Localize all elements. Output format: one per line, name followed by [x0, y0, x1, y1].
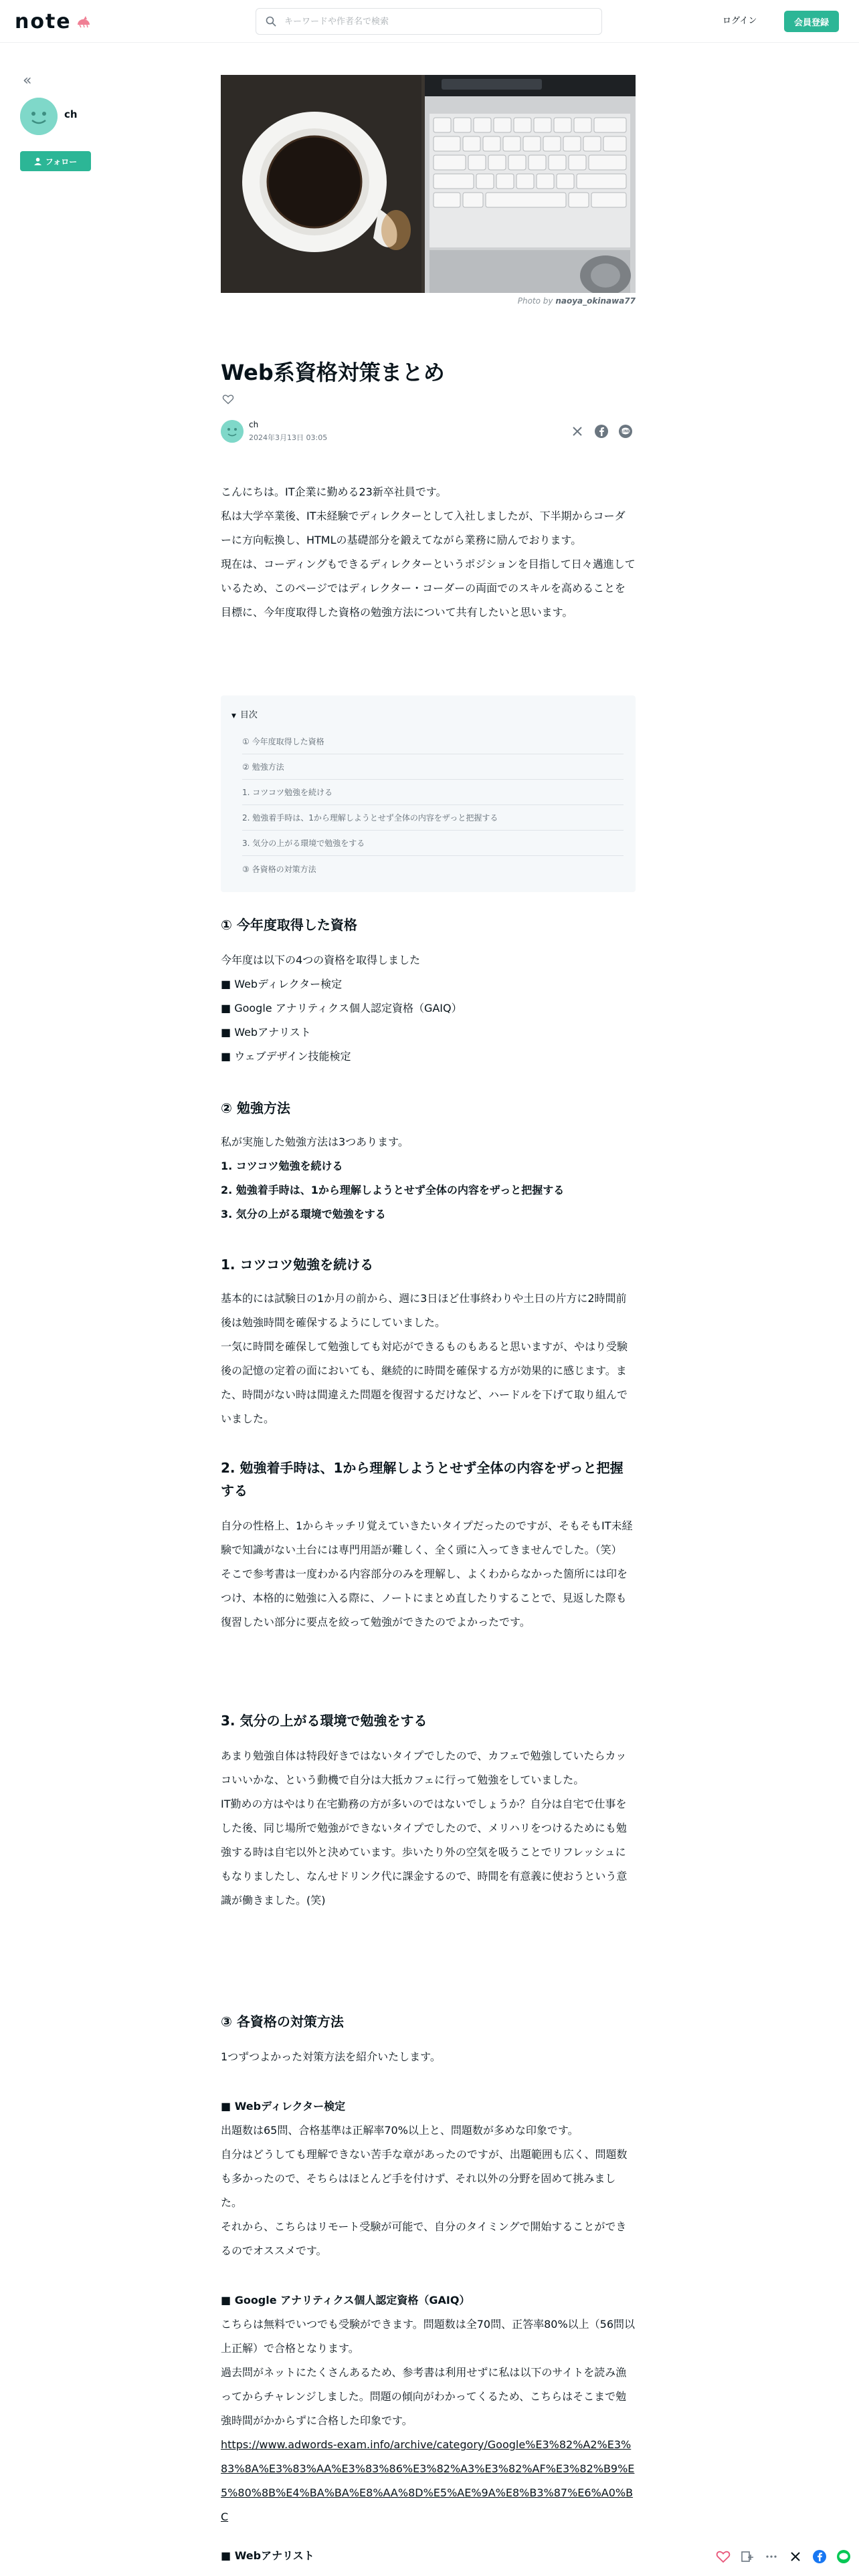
section-heading: ① 今年度取得した資格: [221, 917, 357, 933]
paragraph: 出題数は65問、合格基準は正解率70%以上と、問題数が多めな印象です。: [221, 2124, 579, 2137]
section-lead: 今年度は以下の4つの資格を取得しました: [221, 954, 421, 966]
intro-paragraph: 現在は、コーディングもできるディレクターというポジションを目指して日々邁進しているため、このページではディレクター・コーダーの両面でのスキルを高めることを目標に、今年度取得した資格の勉強方法について共有したいと思います。: [221, 558, 636, 619]
list-item: 1. コツコツ勉強を続ける: [221, 1160, 343, 1172]
signup-button[interactable]: 会員登録: [784, 11, 839, 32]
method-heading: 1. コツコツ勉強を続ける: [221, 1257, 374, 1273]
follow-button[interactable]: [20, 151, 91, 171]
toc-item[interactable]: ③ 各資格の対策方法: [242, 864, 316, 874]
search-icon: [266, 16, 276, 27]
author-avatar-small[interactable]: [221, 420, 244, 443]
login-link[interactable]: ログイン: [723, 16, 757, 26]
facebook-share-icon[interactable]: [594, 424, 609, 439]
photo-credit-user[interactable]: naoya_okinawa77: [555, 296, 636, 306]
paragraph: 過去問がネットにたくさんあるため、参考書は利用せずに私は以下のサイトを読み漁ってからチャレンジしました。問題の傾向がわかってくるため、こちらはそこまで勉強時間がかからずに合格した印象です。: [221, 2366, 627, 2427]
list-item: 3. 気分の上がる環境で勉強をする: [221, 1208, 386, 1220]
paragraph: 自分はどうしても理解できない苦手な章があったのですが、出題範囲も広く、問題数も多かったので、そちらはほとんど手を付けず、それ以外の分野を固めて挑みました。: [221, 2148, 628, 2209]
paragraph: 基本的には試験日の1か月の前から、週に3日ほど仕事終わりや土日の片方に2時間前後は勉強時間を確保するようにしていました。: [221, 1292, 627, 1329]
paragraph: 自分の性格上、1からキッチリ覚えていきたいタイプだったのですが、そもそもIT未経験で知識がない土台には専門用語が難しく、全く頭に入ってきませんでした。（笑）: [221, 1519, 633, 1556]
method-body: [221, 1514, 636, 1634]
paragraph: そこで参考書は一度わかる内容部分のみを理解し、よくわからなかった箇所には印をつけ、本格的に勉強に入る際に、ノートにまとめ直したりすることで、見返した際も復習したい部分に要点を絞って勉強ができたのでよかったです。: [221, 1568, 628, 1628]
paragraph: それから、こちらはリモート受験が可能で、自分のタイミングで開始することができるのでオススメです。: [221, 2220, 627, 2257]
toc-item[interactable]: ② 勉強方法: [242, 754, 624, 780]
collapse-sidebar-icon[interactable]: «: [23, 72, 32, 89]
article-intro: [221, 480, 636, 625]
list-item: ■ Webディレクター検定: [221, 978, 343, 990]
cert-heading: ■ Webアナリスト: [221, 2549, 314, 2562]
toc-item[interactable]: 1. コツコツ勉強を続ける: [242, 780, 624, 805]
cert-body: [221, 2119, 636, 2263]
x-share-icon[interactable]: [570, 424, 585, 439]
cert-heading: ■ Webディレクター検定: [221, 2100, 346, 2113]
logo-text: note: [15, 10, 72, 33]
list-item: ■ Google アナリティクス個人認定資格（GAIQ）: [221, 1002, 462, 1014]
line-share-icon[interactable]: [618, 424, 633, 439]
paragraph: IT勤めの方はやはり在宅勤務の方が多いのではないでしょうか？自分は自宅で仕事をした後、同じ場所で勉強ができないタイプでしたので、メリハリをつけるためにも勉強する時は自宅以外と決めています。歩いたり外の空気を吸うことでリフレッシュにもなりましたし、なんせドリンク代に課金するので、時間を有意義に使おうという意識が働きました。(笑): [221, 1798, 628, 1907]
magazine-add-icon[interactable]: [740, 2549, 755, 2564]
paragraph: 一気に時間を確保して勉強しても対応ができるものもあると思いますが、やはり受験後の記憶の定着の面においても、継続的に時間を確保する方が効果的に感じます。また、時間がない時は間違えた問題を復習するだけなど、ハードルを下げて取り組んでいました。: [221, 1340, 628, 1425]
method-body: [221, 1744, 636, 1913]
note-logo[interactable]: [15, 10, 92, 33]
publish-date: 2024年3月13日 03:05: [249, 433, 328, 442]
cert-body: [221, 2313, 636, 2529]
add-user-icon: [34, 157, 43, 166]
section-heading: ③ 各資格の対策方法: [221, 2014, 344, 2030]
line-share-icon[interactable]: [836, 2549, 851, 2564]
list-item: ■ Webアナリスト: [221, 1026, 311, 1039]
more-options-icon[interactable]: [764, 2549, 779, 2564]
toc-toggle[interactable]: [231, 708, 258, 720]
search-box[interactable]: [256, 8, 602, 35]
paragraph: あまり勉強自体は特段好きではないタイプでしたので、カフェで勉強していたらカッコいいかな、という動機で自分は大抵カフェに行って勉強をしていました。: [221, 1749, 627, 1786]
sidebar-author-name[interactable]: ch: [64, 108, 78, 120]
toc-item[interactable]: 2. 勉強着手時は、1から理解しようとせず全体の内容をザっと把握する: [242, 805, 624, 831]
photo-credit: [221, 296, 636, 306]
list-item: 2. 勉強着手時は、1から理解しようとせず全体の内容をザっと把握する: [221, 1184, 565, 1196]
hero-image: [221, 75, 636, 293]
author-avatar[interactable]: [20, 98, 58, 135]
author-name[interactable]: ch: [249, 420, 259, 429]
method-body: [221, 1287, 636, 1431]
intro-paragraph: こんにちは。IT企業に勤める23新卒社員です。: [221, 486, 447, 498]
reference-link[interactable]: https://www.adwords-exam.info/archive/category/Google%E3%82%A2%E3%83%8A%E3%83%AA%E3%83%86%E3%82%A3%E3%82%AF%E3%82%B9%E5%80%8B%E4%BA%BA%E8%AA%8D%E5%AE%9A%E8%B3%87%E6%A0%BC: [221, 2438, 635, 2523]
article-title: Web系資格対策まとめ: [221, 360, 445, 385]
intro-paragraph: 私は大学卒業後、IT未経験でディレクターとして入社しましたが、下半期からコーダーに方向転換し、HTMLの基礎部分を鍛えてながら業務に励んでおります。: [221, 510, 626, 546]
section-lead: 1つずつよかった対策方法を紹介いたします。: [221, 2050, 441, 2063]
cert-heading: ■ Google アナリティクス個人認定資格（GAIQ）: [221, 2294, 470, 2306]
svg-text:LINE: LINE: [621, 429, 630, 434]
rabbit-logo-icon: [76, 15, 92, 29]
toc-item[interactable]: ① 今年度取得した資格: [242, 729, 624, 754]
table-of-contents: [221, 695, 636, 892]
method-heading: 3. 気分の上がる環境で勉強をする: [221, 1713, 427, 1729]
paragraph: こちらは無料でいつでも受験ができます。問題数は全70問、正答率80%以上（56問以上正解）で合格となります。: [221, 2318, 636, 2355]
section-body: [221, 948, 636, 1069]
triangle-down-icon: ▼: [231, 713, 236, 720]
list-item: ■ ウェブデザイン技能検定: [221, 1050, 351, 1063]
photo-credit-prefix: Photo by: [517, 296, 553, 306]
toc-item[interactable]: 3. 気分の上がる環境で勉強をする: [242, 831, 624, 856]
facebook-share-icon[interactable]: [812, 2549, 827, 2564]
follow-label: フォロー: [45, 156, 78, 167]
section-heading: ② 勉強方法: [221, 1100, 290, 1116]
like-heart-icon[interactable]: [716, 2549, 731, 2564]
method-heading: 2. 勉強着手時は、1から理解しようとせず全体の内容をザっと把握する: [221, 1460, 624, 1499]
section-lead: 私が実施した勉強方法は3つあります。: [221, 1136, 409, 1148]
section-body: [221, 1130, 636, 1226]
search-input[interactable]: [284, 17, 579, 27]
like-heart-icon[interactable]: [222, 393, 234, 405]
floating-action-bar: [716, 2549, 859, 2564]
x-share-icon[interactable]: [788, 2549, 803, 2564]
site-header: [0, 0, 859, 43]
toc-heading: 目次: [240, 710, 258, 720]
